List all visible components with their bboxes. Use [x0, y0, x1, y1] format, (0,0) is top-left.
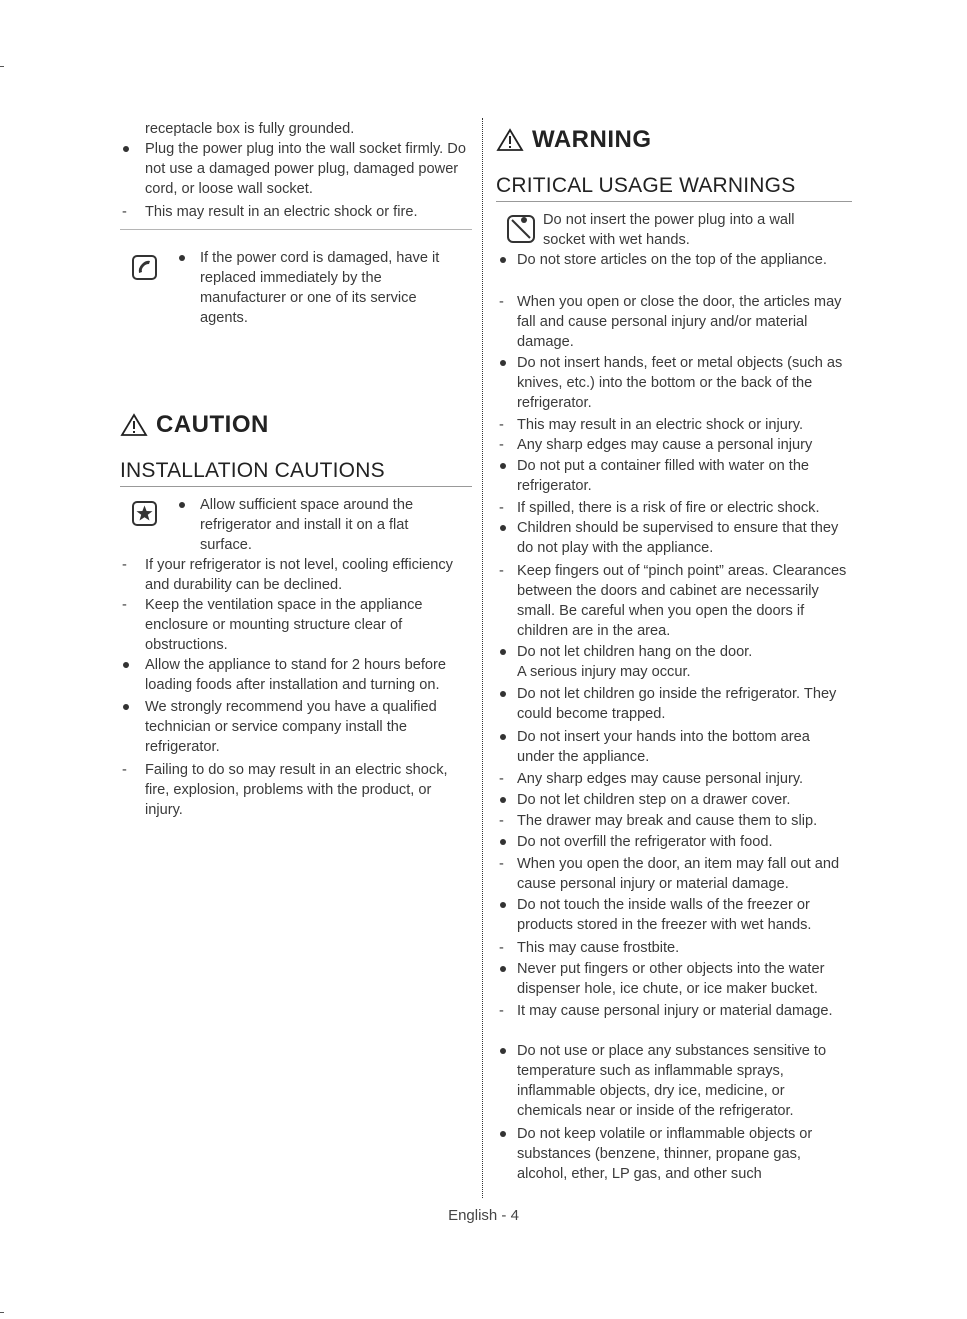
star-icon [131, 500, 158, 527]
section-divider [120, 229, 472, 230]
phone-icon [131, 254, 158, 281]
installation-cautions-heading: INSTALLATION CAUTIONS [120, 459, 472, 487]
list-item: Do not use or place any substances sensitive to temperature such as inflammable sprays, inflammable objects, dry ice, medicine, or chemicals near or inside of the refrigerator. [517, 1043, 827, 1120]
list-item: Do not let children hang on the door. A serious injury may occur. [517, 644, 753, 681]
list-item: Do not touch the inside walls of the freezer or products stored in the freezer with wet hands. [517, 897, 812, 934]
list-item: Keep the ventilation space in the appliance enclosure or mounting structure clear of obstructions. [145, 597, 423, 654]
list-item: If spilled, there is a risk of fire or electric shock. [517, 500, 820, 516]
list-item: Do not insert your hands into the bottom area under the appliance. [517, 729, 810, 766]
list-item: We strongly recommend you have a qualified technician or service company install the refrigerator. [145, 699, 437, 756]
list-item: Children should be supervised to ensure that they do not play with the appliance. [517, 520, 839, 557]
list-item: Do not keep volatile or inflammable objects or substances (benzene, thinner, propane gas, alcohol, ether, LP gas, and other such [517, 1126, 813, 1183]
star-item: Allow sufficient space around the refrigerator and install it on a flat surface. [200, 497, 414, 554]
critical-usage-warnings-heading: CRITICAL USAGE WARNINGS [496, 174, 852, 202]
list-item: Any sharp edges may cause a personal injury [517, 437, 813, 453]
caution-heading: CAUTION [120, 411, 269, 439]
page-footer: English - 4 [448, 1207, 519, 1224]
list-item: Never put fingers or other objects into the water dispenser hole, ice chute, or ice maker bucket. [517, 961, 825, 998]
list-item: The drawer may break and cause them to slip. [517, 813, 818, 829]
list-item: Do not insert hands, feet or metal objects (such as knives, etc.) into the bottom or the back of the refrigerator. [517, 355, 843, 412]
warning-heading: WARNING [496, 126, 652, 154]
list-item: receptacle box is fully grounded. [145, 121, 355, 137]
list-item: Any sharp edges may cause personal injury. [517, 771, 804, 787]
list-item: This may result in an electric shock or fire. [145, 204, 418, 220]
note-item: If the power cord is damaged, have it replaced immediately by the manufacturer or one of its service agents. [200, 250, 440, 327]
list-item: Do not put a container filled with water on the refrigerator. [517, 458, 810, 495]
list-item: Do not let children step on a drawer cover. [517, 792, 791, 808]
warning-triangle-icon [120, 413, 148, 437]
column-divider [482, 118, 483, 1198]
list-item: It may cause personal injury or material damage. [517, 1003, 833, 1019]
list-item: This may result in an electric shock or injury. [517, 417, 804, 433]
list-item: Do not let children go inside the refrigerator. They could become trapped. [517, 686, 837, 723]
corner-mark-bottom [0, 1312, 4, 1313]
list-item: When you open the door, an item may fall out and cause personal injury or material damage. [517, 856, 840, 893]
list-item: Allow the appliance to stand for 2 hours before loading foods after installation and turning on. [145, 657, 446, 694]
list-item: Keep fingers out of “pinch point” areas. Clearances between the doors and cabinet are necessarily small. Be careful when you open the doors if children are in the area. [517, 563, 847, 640]
list-item: Do not store articles on the top of the appliance. [517, 252, 827, 268]
corner-mark-top [0, 66, 4, 67]
list-item: Failing to do so may result in an electric shock, fire, explosion, problems with the product, or injury. [145, 762, 448, 819]
list-item: This may cause frostbite. [517, 940, 680, 956]
list-item: If your refrigerator is not level, cooling efficiency and durability can be declined. [145, 557, 453, 594]
warning-triangle-icon [496, 128, 524, 152]
list-item: Do not overfill the refrigerator with food. [517, 834, 773, 850]
list-item: Plug the power plug into the wall socket firmly. Do not use a damaged power plug, damaged power cord, or loose wall socket. [145, 141, 466, 198]
list-item: When you open or close the door, the articles may fall and cause personal injury and/or material damage. [517, 294, 842, 351]
list-item: Do not insert the power plug into a wall socket with wet hands. [543, 212, 795, 249]
